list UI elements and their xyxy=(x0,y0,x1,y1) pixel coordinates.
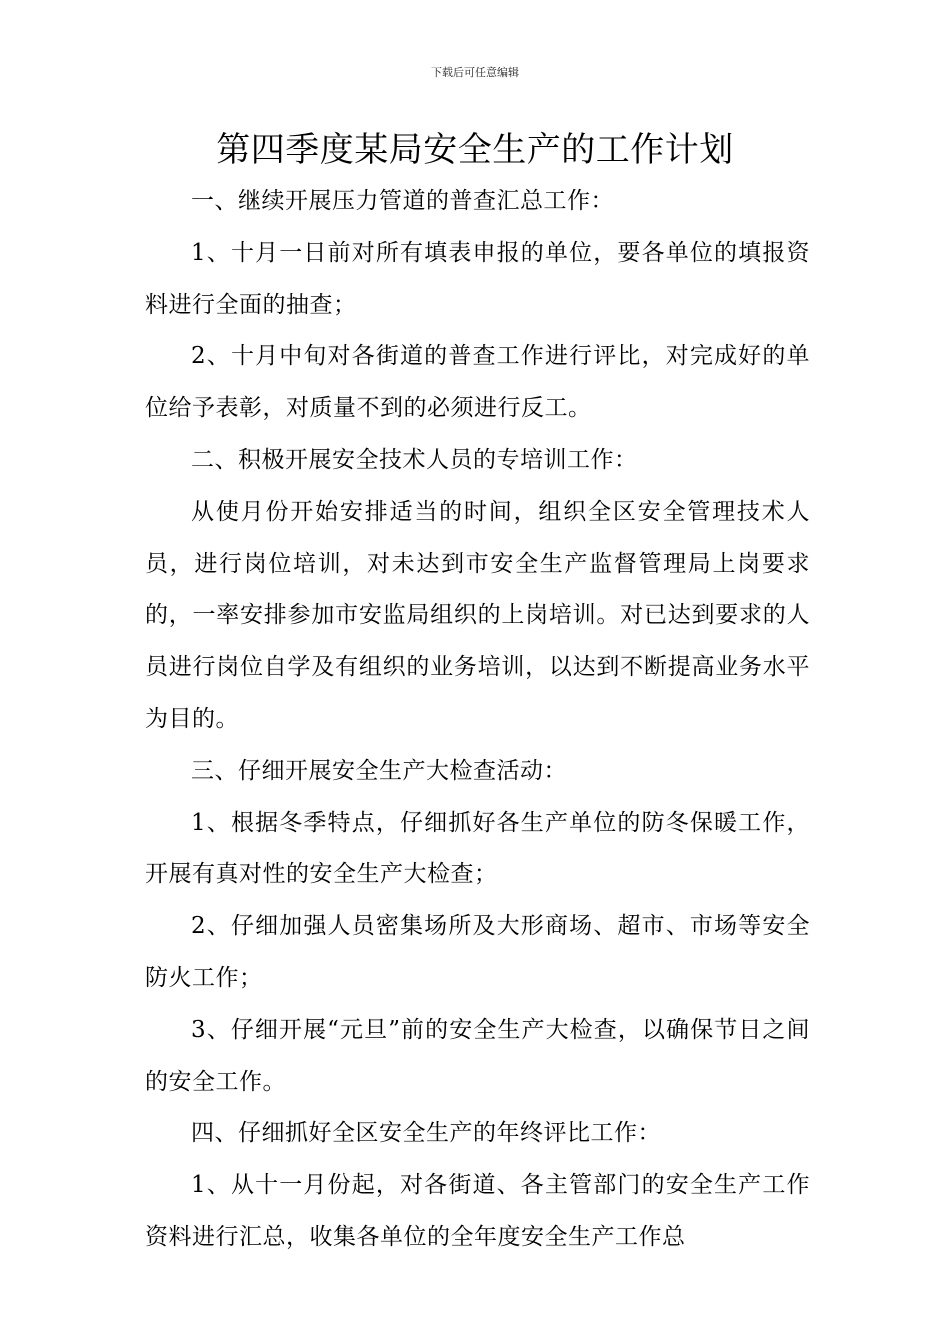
paragraph-1-2: 2、十月中旬对各街道的普查工作进行评比，对完成好的单位给予表彰，对质量不到的必须进行反工。 xyxy=(145,343,810,422)
section-heading-2: 二、积极开展安全技术人员的专培训工作： xyxy=(191,446,638,473)
section-heading-1: 一、继续开展压力管道的普查汇总工作： xyxy=(191,188,614,214)
document-body xyxy=(145,176,810,1264)
paragraph-3-1: 1、根据冬季特点，仔细抓好各生产单位的防冬保暖工作，开展有真对性的安全生产大检查； xyxy=(145,809,810,888)
header-note: 下载后可任意编辑 xyxy=(431,66,519,79)
section-heading-4: 四、仔细抓好全区安全生产的年终评比工作： xyxy=(191,1120,661,1147)
paragraph-3-2: 2、仔细加强人员密集场所及大形商场、超市、市场等安全防火工作； xyxy=(145,913,810,991)
paragraph-3-3: 3、仔细开展“元旦”前的安全生产大检查，以确保节日之间的安全工作。 xyxy=(145,1016,810,1095)
paragraph-4-1: 1、从十一月份起，对各街道、各主管部门的安全生产工作资料进行汇总，收集各单位的全年度安全生产工作总 xyxy=(145,1172,810,1250)
section-heading-3: 三、仔细开展安全生产大检查活动： xyxy=(191,757,567,784)
document-title: 第四季度某局安全生产的工作计划 xyxy=(216,130,734,170)
paragraph-2-1: 从使月份开始安排适当的时间，组织全区安全管理技术人员，进行岗位培训，对未达到市安全生产监督管理局上岗要求的，一率安排参加市安监局组织的上岗培训。对已达到要求的人员进行岗位自学及有组织的业务培训，以达到不断提高业务水平为目的。 xyxy=(145,498,810,732)
paragraph-1-1: 1、十月一日前对所有填表申报的单位，要各单位的填报资料进行全面的抽查； xyxy=(145,239,810,318)
